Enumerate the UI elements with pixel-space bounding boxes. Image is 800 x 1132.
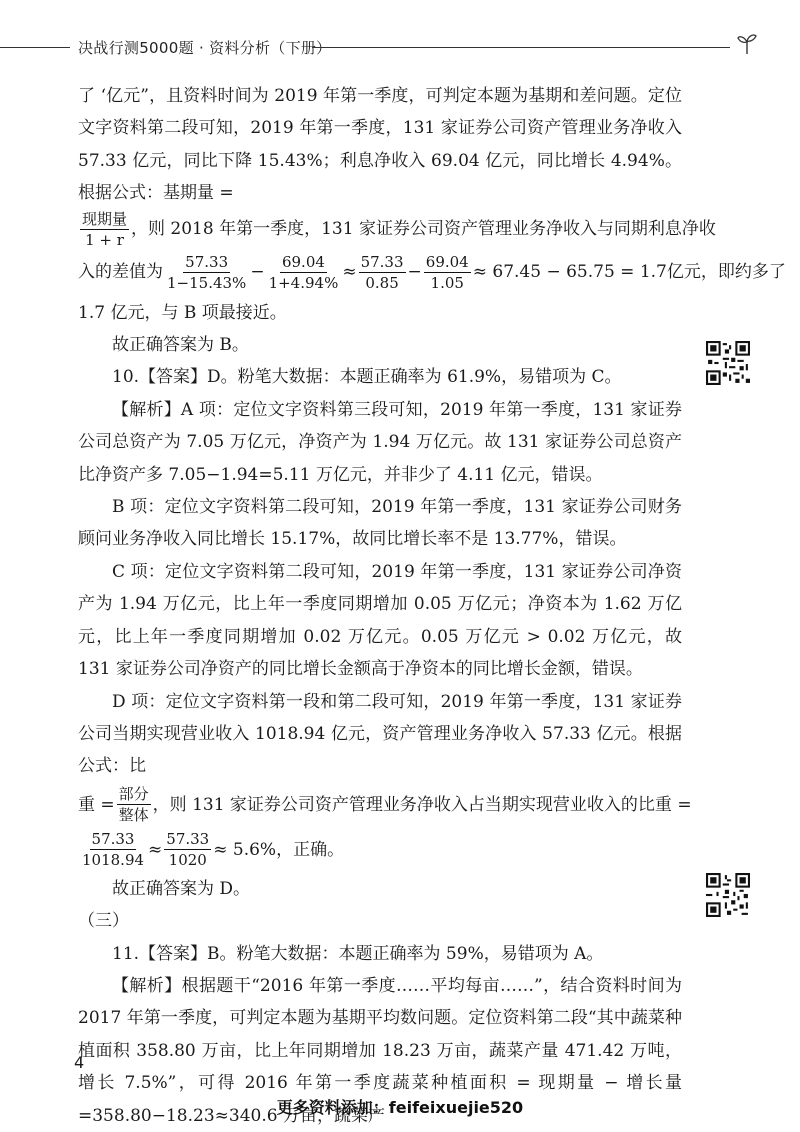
header-rule-right [312, 47, 730, 48]
formula-line-1: $\frac{\text{现期量}}{1 + r}$ ，则 2018 年第一季度，131 家证券公司资产管理业务净收入与同期利息净收 [82, 209, 716, 249]
book-title: 决战行测5000题 · 资料分析（下册） [78, 39, 332, 57]
answer-q11: 11.【答案】B。粉笔大数据：本题正确率为 59%，易错项为 A。 [112, 943, 604, 964]
formula-line-ratio: 重 = $\frac{\text{部分}}{\text{整体}}$ ，则 131 家证券公司资产管理业务净收入占当期实现营业收入的比重 = [78, 785, 692, 825]
fraction: $\frac{57.33}{0.85}$ [360, 253, 404, 293]
page-number: 4 [74, 1053, 85, 1072]
section-heading: （三） [78, 911, 129, 932]
analysis-item-c: C 项：定位文字资料第二段可知，2019 年第一季度，131 家证券公司净资产为 1.94 万亿元，比上年一季度同期增加 0.05 万亿元；净资本为 1.62 万亿元，比上年一季度同期增加 0.02 万亿元。0.05 万亿元 > 0.02 万亿元，故 131 家证券公司净资产的同比增长金额高于净资本的同比增长金额，错误。 [78, 561, 682, 680]
qr-code-icon[interactable] [706, 341, 750, 385]
equation-line-1: 入的差值为 $\frac{57.33}{1-15.43\%}$ − $\frac{69.04}{1+4.94\%}$ ≈ $\frac{57.33}{0.85}$ − $\frac{69.04}{1.05}$ ≈ 67.45 − 65.75 = 1.7亿元，即约多了 [78, 253, 786, 293]
analysis-item-d: D 项：定位文字资料第一段和第二段可知，2019 年第一季度，131 家证券公司当期实现营业收入 1018.94 亿元，资产管理业务净收入 57.33 亿元。根据公式：比 [78, 691, 682, 777]
analysis-item-a: 【解析】A 项：定位文字资料第三段可知，2019 年第一季度，131 家证券公司总资产为 7.05 万亿元，净资产为 1.94 万亿元。故 131 家证券公司总资产比净资产多 7.05−1.94=5.11 万亿元，并非少了 4.11 亿元，错误。 [78, 399, 682, 485]
paragraph-continued: 1.7 亿元，与 B 项最接近。 [78, 302, 287, 323]
footer-watermark: 更多资料添加：feifeixuejie520 [276, 1098, 524, 1117]
fraction: $\frac{69.04}{1.05}$ [425, 253, 469, 293]
page-body [78, 80, 786, 1132]
fraction-part-whole: $\frac{\text{部分}}{\text{整体}}$ [118, 785, 149, 825]
fraction: $\frac{57.33}{1018.94}$ [82, 830, 145, 870]
qr-code-icon[interactable] [706, 873, 750, 917]
fraction-base-formula: $\frac{\text{现期量}}{1 + r}$ [82, 209, 128, 249]
header-rule-left [0, 47, 70, 48]
fraction: $\frac{69.04}{1+4.94\%}$ [268, 253, 339, 293]
answer-q10: 10.【答案】D。粉笔大数据：本题正确率为 61.9%，易错项为 C。 [112, 367, 622, 388]
paragraph-q9-analysis: 了 ‘亿元”，且资料时间为 2019 年第一季度，可判定本题为基期和差问题。定位文字资料第二段可知，2019 年第一季度，131 家证券公司资产管理业务净收入 57.33 亿元，同比下降 15.43%；利息净收入 69.04 亿元，同比增长 4.94%。根据公式：基期量 = [78, 86, 682, 204]
running-header [0, 36, 800, 60]
equation-line-ratio: $\frac{57.33}{1018.94}$ ≈ $\frac{57.33}{1020}$ ≈ 5.6%，正确。 [82, 830, 345, 870]
answer-q9: 故正确答案为 B。 [112, 335, 249, 356]
sprout-icon [736, 32, 758, 56]
fraction: $\frac{57.33}{1-15.43\%}$ [167, 253, 247, 293]
analysis-q11: 【解析】根据题干“2016 年第一季度……平均每亩……”，结合资料时间为 2017 年第一季度，可判定本题为基期平均数问题。定位资料第二段“其中蔬菜种植面积 358.80 万亩，比上年同期增加 18.23 万亩，蔬菜产量 471.42 万吨，增长 7.5%”，可得 2016 年第一季度蔬菜种植面积 = 现期量 − 增长量 =358.80−18.23≈340.6 万亩，蔬菜产 [78, 975, 682, 1126]
analysis-item-b: B 项：定位文字资料第二段可知，2019 年第一季度，131 家证券公司财务顾问业务净收入同比增长 15.17%，故同比增长率不是 13.77%，错误。 [78, 497, 682, 550]
fraction: $\frac{57.33}{1020}$ [166, 830, 210, 870]
answer-q10-final: 故正确答案为 D。 [112, 878, 251, 899]
